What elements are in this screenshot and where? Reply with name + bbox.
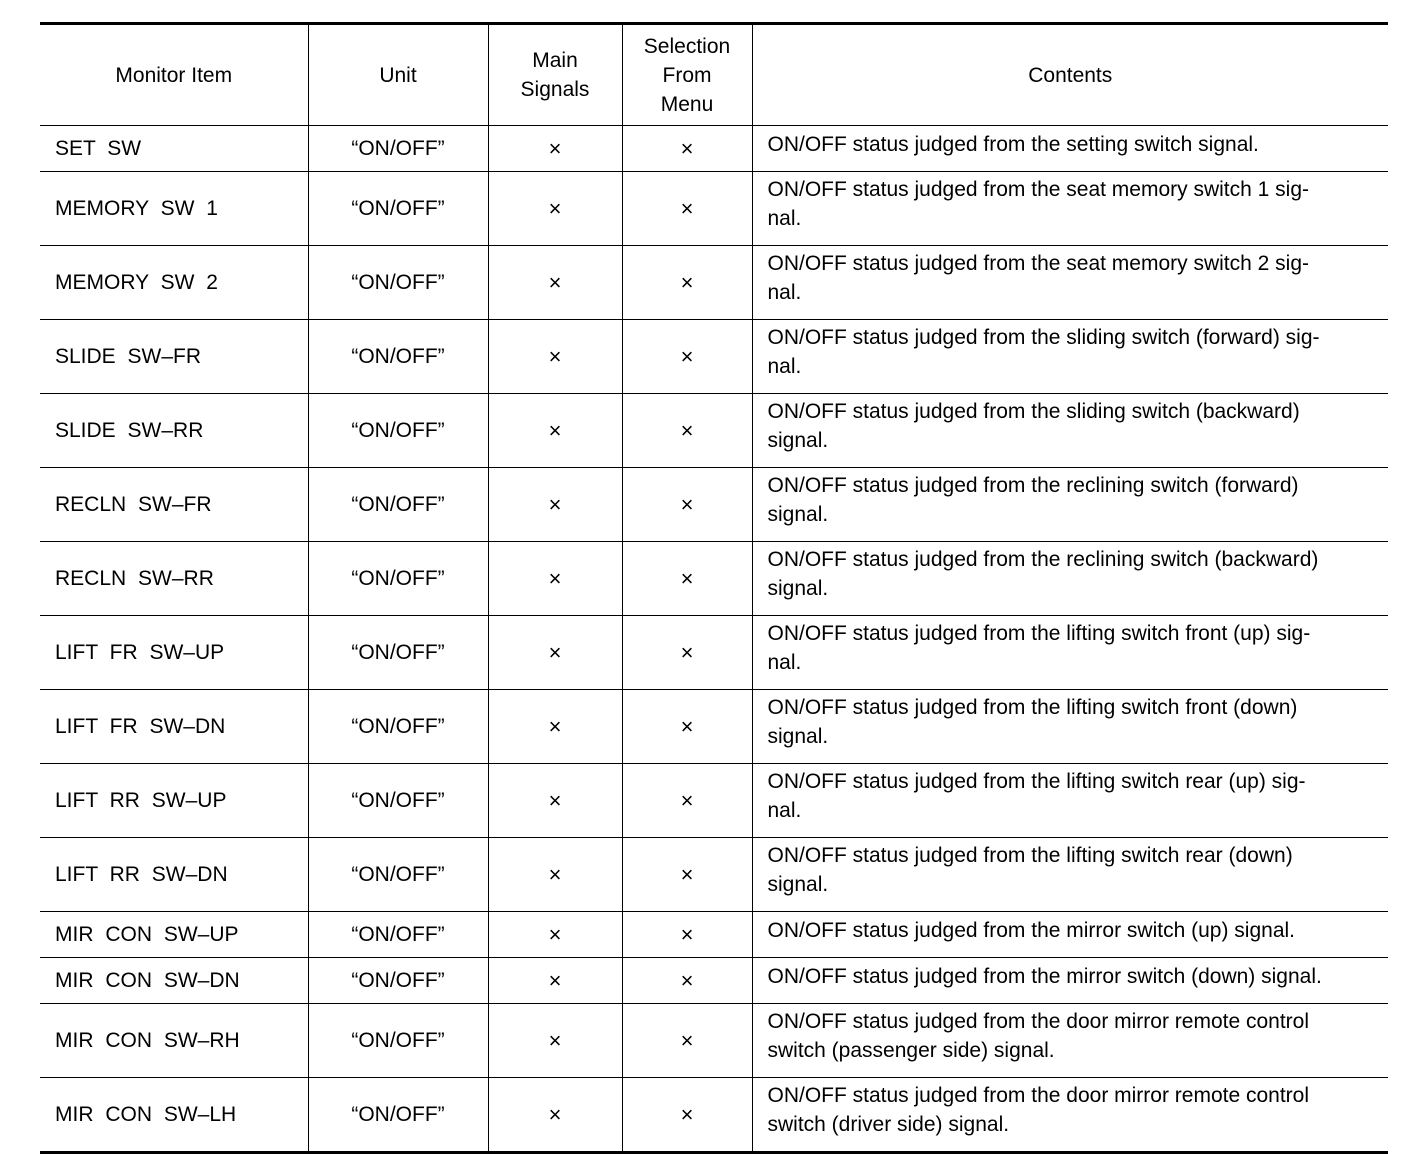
selection-from-menu-cell xyxy=(622,764,752,838)
selection-from-menu-mark: × xyxy=(680,1027,694,1053)
contents-cell xyxy=(752,958,1388,1004)
contents-line: nal. xyxy=(767,207,802,230)
contents-cell xyxy=(752,126,1388,172)
selection-from-menu-cell xyxy=(622,912,752,958)
main-signals-cell xyxy=(488,172,622,246)
table-row xyxy=(40,126,1388,172)
monitor-item-cell: LIFT FR SW–UP xyxy=(40,616,308,690)
header-selection-line: Menu xyxy=(660,92,714,116)
selection-from-menu-mark: × xyxy=(680,491,694,517)
contents-line: ON/OFF status judged from the lifting switch front (down) xyxy=(767,696,1298,719)
contents-cell xyxy=(752,912,1388,958)
main-signals-cell xyxy=(488,246,622,320)
table-row xyxy=(40,912,1388,958)
contents-cell xyxy=(752,764,1388,838)
main-signals-mark: × xyxy=(548,195,562,221)
unit-cell: “ON/OFF” xyxy=(308,172,488,246)
table-row xyxy=(40,1078,1388,1153)
monitor-item-cell: MEMORY SW 1 xyxy=(40,172,308,246)
header-selection-line: Selection xyxy=(643,34,731,58)
selection-from-menu-cell xyxy=(622,468,752,542)
unit-cell: “ON/OFF” xyxy=(308,616,488,690)
contents-cell xyxy=(752,320,1388,394)
selection-from-menu-cell xyxy=(622,320,752,394)
contents-line: ON/OFF status judged from the door mirror remote control xyxy=(767,1010,1310,1033)
main-signals-mark: × xyxy=(548,565,562,591)
header-main-signals xyxy=(488,24,622,126)
contents-line: ON/OFF status judged from the mirror switch (down) signal. xyxy=(767,965,1322,988)
table-row xyxy=(40,468,1388,542)
contents-cell xyxy=(752,246,1388,320)
selection-from-menu-cell xyxy=(622,838,752,912)
table-row xyxy=(40,1004,1388,1078)
selection-from-menu-cell xyxy=(622,394,752,468)
unit-cell: “ON/OFF” xyxy=(308,320,488,394)
main-signals-cell xyxy=(488,958,622,1004)
header-main-signals-line: Main xyxy=(532,49,578,72)
main-signals-cell xyxy=(488,690,622,764)
monitor-item-cell: MEMORY SW 2 xyxy=(40,246,308,320)
main-signals-cell xyxy=(488,616,622,690)
monitor-item-cell: MIR CON SW–LH xyxy=(40,1078,308,1153)
contents-line: signal. xyxy=(767,873,829,896)
monitor-item-cell: SLIDE SW–RR xyxy=(40,394,308,468)
contents-line: ON/OFF status judged from the door mirror remote control xyxy=(767,1084,1310,1107)
main-signals-mark: × xyxy=(548,861,562,887)
monitor-item-cell: RECLN SW–RR xyxy=(40,542,308,616)
selection-from-menu-cell xyxy=(622,690,752,764)
main-signals-mark: × xyxy=(548,787,562,813)
unit-cell: “ON/OFF” xyxy=(308,1004,488,1078)
unit-cell: “ON/OFF” xyxy=(308,468,488,542)
monitor-item-table xyxy=(40,22,1388,1154)
main-signals-cell xyxy=(488,838,622,912)
contents-line: ON/OFF status judged from the lifting switch front (up) sig- xyxy=(767,622,1311,645)
contents-line: nal. xyxy=(767,799,802,822)
table-row xyxy=(40,172,1388,246)
contents-line: ON/OFF status judged from the sliding switch (forward) sig- xyxy=(767,326,1320,349)
selection-from-menu-cell xyxy=(622,1004,752,1078)
main-signals-mark: × xyxy=(548,1027,562,1053)
contents-line: ON/OFF status judged from the lifting switch rear (up) sig- xyxy=(767,770,1306,793)
table-body xyxy=(40,126,1388,1153)
main-signals-cell xyxy=(488,394,622,468)
contents-line: ON/OFF status judged from the seat memory switch 1 sig- xyxy=(767,178,1310,201)
main-signals-cell xyxy=(488,912,622,958)
selection-from-menu-cell xyxy=(622,1078,752,1153)
contents-line: signal. xyxy=(767,577,829,600)
monitor-item-cell: MIR CON SW–UP xyxy=(40,912,308,958)
monitor-item-cell: LIFT FR SW–DN xyxy=(40,690,308,764)
contents-cell xyxy=(752,542,1388,616)
monitor-item-cell: SLIDE SW–FR xyxy=(40,320,308,394)
header-main-signals-line: Signals xyxy=(520,78,590,101)
selection-from-menu-cell xyxy=(622,616,752,690)
contents-line: signal. xyxy=(767,725,829,748)
table-header-row xyxy=(40,24,1388,126)
unit-cell: “ON/OFF” xyxy=(308,542,488,616)
main-signals-mark: × xyxy=(548,417,562,443)
contents-line: switch (passenger side) signal. xyxy=(767,1039,1055,1062)
contents-line: signal. xyxy=(767,429,829,452)
main-signals-mark: × xyxy=(548,713,562,739)
table-row xyxy=(40,764,1388,838)
contents-line: switch (driver side) signal. xyxy=(767,1113,1010,1136)
main-signals-mark: × xyxy=(548,269,562,295)
main-signals-cell xyxy=(488,320,622,394)
table-row xyxy=(40,394,1388,468)
main-signals-mark: × xyxy=(548,343,562,369)
contents-line: ON/OFF status judged from the lifting switch rear (down) xyxy=(767,844,1293,867)
unit-cell: “ON/OFF” xyxy=(308,764,488,838)
selection-from-menu-mark: × xyxy=(680,713,694,739)
table-row xyxy=(40,542,1388,616)
unit-cell: “ON/OFF” xyxy=(308,912,488,958)
contents-line: ON/OFF status judged from the setting switch signal. xyxy=(767,133,1259,156)
main-signals-cell xyxy=(488,1004,622,1078)
table-row xyxy=(40,690,1388,764)
selection-from-menu-mark: × xyxy=(680,921,694,947)
selection-from-menu-mark: × xyxy=(680,1101,694,1127)
contents-cell xyxy=(752,172,1388,246)
main-signals-mark: × xyxy=(548,1101,562,1127)
selection-from-menu-mark: × xyxy=(680,565,694,591)
selection-from-menu-mark: × xyxy=(680,639,694,665)
contents-cell xyxy=(752,468,1388,542)
table-row xyxy=(40,958,1388,1004)
contents-cell xyxy=(752,1004,1388,1078)
header-unit: Unit xyxy=(308,24,488,126)
table-row xyxy=(40,838,1388,912)
contents-cell xyxy=(752,1078,1388,1153)
contents-line: nal. xyxy=(767,281,802,304)
contents-cell xyxy=(752,690,1388,764)
monitor-item-cell: MIR CON SW–RH xyxy=(40,1004,308,1078)
unit-cell: “ON/OFF” xyxy=(308,126,488,172)
contents-line: ON/OFF status judged from the reclining switch (forward) xyxy=(767,474,1299,497)
table-row xyxy=(40,246,1388,320)
unit-cell: “ON/OFF” xyxy=(308,1078,488,1153)
monitor-item-cell: RECLN SW–FR xyxy=(40,468,308,542)
contents-line: nal. xyxy=(767,355,802,378)
selection-from-menu-mark: × xyxy=(680,135,694,161)
selection-from-menu-mark: × xyxy=(680,967,694,993)
contents-cell xyxy=(752,838,1388,912)
selection-from-menu-cell xyxy=(622,126,752,172)
selection-from-menu-mark: × xyxy=(680,343,694,369)
monitor-item-cell: SET SW xyxy=(40,126,308,172)
monitor-item-cell: LIFT RR SW–DN xyxy=(40,838,308,912)
unit-cell: “ON/OFF” xyxy=(308,246,488,320)
contents-line: signal. xyxy=(767,503,829,526)
selection-from-menu-mark: × xyxy=(680,787,694,813)
table-row xyxy=(40,616,1388,690)
header-monitor-item: Monitor Item xyxy=(40,24,308,126)
selection-from-menu-mark: × xyxy=(680,195,694,221)
header-contents: Contents xyxy=(752,24,1388,126)
contents-line: ON/OFF status judged from the reclining switch (backward) xyxy=(767,548,1319,571)
main-signals-cell xyxy=(488,126,622,172)
selection-from-menu-cell xyxy=(622,542,752,616)
main-signals-cell xyxy=(488,542,622,616)
main-signals-mark: × xyxy=(548,921,562,947)
selection-from-menu-mark: × xyxy=(680,861,694,887)
contents-cell xyxy=(752,616,1388,690)
selection-from-menu-mark: × xyxy=(680,417,694,443)
selection-from-menu-cell xyxy=(622,172,752,246)
contents-line: ON/OFF status judged from the seat memory switch 2 sig- xyxy=(767,252,1310,275)
main-signals-cell xyxy=(488,468,622,542)
unit-cell: “ON/OFF” xyxy=(308,838,488,912)
monitor-item-cell: MIR CON SW–DN xyxy=(40,958,308,1004)
unit-cell: “ON/OFF” xyxy=(308,958,488,1004)
header-selection-from-menu xyxy=(622,24,752,126)
contents-cell xyxy=(752,394,1388,468)
main-signals-cell xyxy=(488,1078,622,1153)
selection-from-menu-cell xyxy=(622,246,752,320)
monitor-item-cell: LIFT RR SW–UP xyxy=(40,764,308,838)
main-signals-mark: × xyxy=(548,967,562,993)
contents-line: ON/OFF status judged from the mirror switch (up) signal. xyxy=(767,919,1295,942)
unit-cell: “ON/OFF” xyxy=(308,690,488,764)
contents-line: nal. xyxy=(767,651,802,674)
main-signals-mark: × xyxy=(548,491,562,517)
selection-from-menu-cell xyxy=(622,958,752,1004)
main-signals-mark: × xyxy=(548,135,562,161)
table-row xyxy=(40,320,1388,394)
unit-cell: “ON/OFF” xyxy=(308,394,488,468)
contents-line: ON/OFF status judged from the sliding switch (backward) xyxy=(767,400,1300,423)
main-signals-cell xyxy=(488,764,622,838)
main-signals-mark: × xyxy=(548,639,562,665)
selection-from-menu-mark: × xyxy=(680,269,694,295)
header-selection-line: From xyxy=(662,63,712,87)
